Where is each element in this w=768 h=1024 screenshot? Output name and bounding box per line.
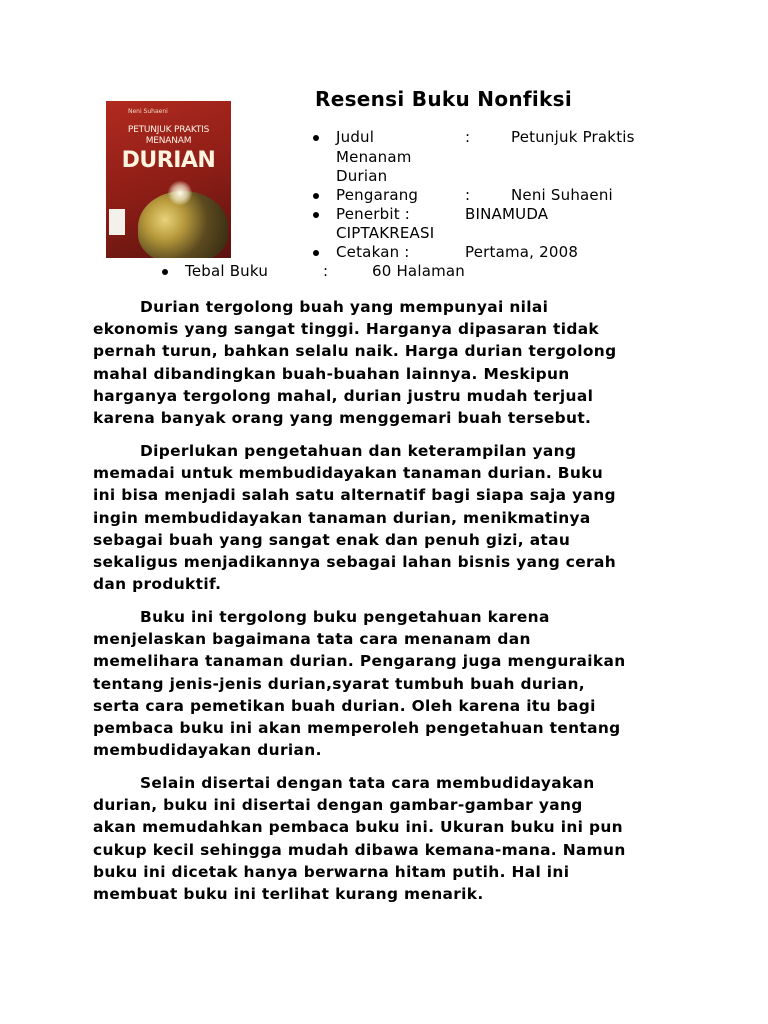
paragraph-line: memadai untuk membudidayakan tanaman durian. Buku	[93, 464, 604, 483]
paragraph-line: pernah turun, bahkan selalu naik. Harga durian tergolong	[93, 342, 617, 361]
paragraph-line: membudidayakan durian.	[93, 741, 322, 760]
paragraph-line: mahal dibandingkan buah-buahan lainnya. Meskipun	[93, 364, 570, 383]
paragraph-line: Selain disertai dengan tata cara membudidayakan	[140, 774, 595, 792]
paragraph-line: ekonomis yang sangat tinggi. Harganya dipasaran tidak	[93, 320, 600, 339]
paragraph-line: ingin membudidayakan tanaman durian, menikmatinya	[93, 508, 591, 527]
paragraph-line: Buku ini tergolong buku pengetahuan karena	[140, 608, 550, 626]
detail-judul-value-cont2: Durian	[336, 167, 388, 185]
paragraph-line: memelihara tanaman durian. Pengarang juga menguraikan	[93, 652, 626, 671]
detail-pengarang-sep: :	[465, 186, 471, 204]
bullet-icon	[313, 135, 319, 141]
light-glare	[168, 181, 192, 205]
paragraph-1	[93, 296, 693, 429]
detail-tebal-sep: :	[323, 262, 329, 280]
paragraph-line: ini bisa menjadi salah satu alternatif bagi siapa saja yang	[93, 486, 616, 505]
page-title: Resensi Buku Nonfiksi	[315, 87, 573, 111]
paragraph-line: harganya tergolong mahal, durian justru mudah terjual	[93, 386, 594, 405]
detail-penerbit-value-cont: CIPTAKREASI	[336, 224, 435, 242]
library-sticker	[109, 209, 125, 235]
paragraph-line: tentang jenis-jenis durian,syarat tumbuh buah durian,	[93, 674, 585, 693]
detail-pengarang-label: Pengarang	[336, 186, 419, 204]
detail-tebal-value: 60 Halaman	[372, 262, 465, 280]
bullet-icon	[313, 250, 319, 256]
detail-tebal-label: Tebal Buku	[185, 262, 269, 280]
detail-cetakan-value: Pertama, 2008	[465, 243, 579, 261]
cover-title-line2: MENANAM	[145, 136, 192, 146]
paragraph-line: buku ini dicetak hanya berwarna hitam putih. Hal ini	[93, 862, 570, 881]
paragraph-line: cukup kecil sehingga mudah dibawa kemana-mana. Namun	[93, 840, 626, 859]
cover-title-text	[106, 125, 231, 147]
paragraph-line: karena banyak orang yang menggemari buah tersebut.	[93, 409, 592, 428]
detail-judul-label: Judul	[336, 128, 375, 146]
detail-judul-sep: :	[465, 128, 471, 146]
paragraph-line: akan memudahkan pembaca buku ini. Ukuran buku ini pun	[93, 818, 623, 837]
paragraph-line: sebagai buah yang sangat enak dan penuh gizi, atau	[93, 530, 571, 549]
detail-judul-value-cont: Menanam	[336, 148, 412, 166]
paragraph-line: pembaca buku ini akan memperoleh pengetahuan tentang	[93, 719, 621, 738]
detail-judul-value: Petunjuk Praktis	[511, 128, 635, 146]
paragraph-3	[93, 606, 693, 761]
cover-title-durian: DURIAN	[121, 148, 216, 173]
detail-penerbit-value: BINAMUDA	[465, 205, 549, 223]
detail-penerbit-label: Penerbit :	[336, 205, 411, 223]
cover-title-line1: PETUNJUK PRAKTIS	[127, 125, 210, 135]
detail-pengarang-value: Neni Suhaeni	[511, 186, 613, 204]
paragraph-line: durian, buku ini disertai dengan gambar-gambar yang	[93, 796, 583, 815]
paragraph-2	[93, 440, 693, 595]
paragraph-line: dan produktif.	[93, 575, 222, 594]
book-cover-image	[106, 101, 231, 258]
paragraph-4	[93, 772, 693, 905]
bullet-icon	[313, 193, 319, 199]
paragraph-line: menjelaskan bagaimana tata cara menanam dan	[93, 630, 531, 649]
paragraph-line: Durian tergolong buah yang mempunyai nilai	[140, 298, 549, 316]
paragraph-line: serta cara pemetikan buah durian. Oleh karena itu bagi	[93, 696, 596, 715]
paragraph-line: sekaligus menjadikannya sebagai lahan bisnis yang cerah	[93, 553, 617, 572]
bullet-icon	[313, 212, 319, 218]
bullet-icon	[162, 269, 168, 275]
paragraph-line: Diperlukan pengetahuan dan keterampilan yang	[140, 442, 577, 460]
detail-cetakan-label: Cetakan :	[336, 243, 410, 261]
paragraph-line: membuat buku ini terlihat kurang menarik.	[93, 885, 484, 904]
cover-author-text: Neni Suhaeni	[128, 108, 168, 115]
